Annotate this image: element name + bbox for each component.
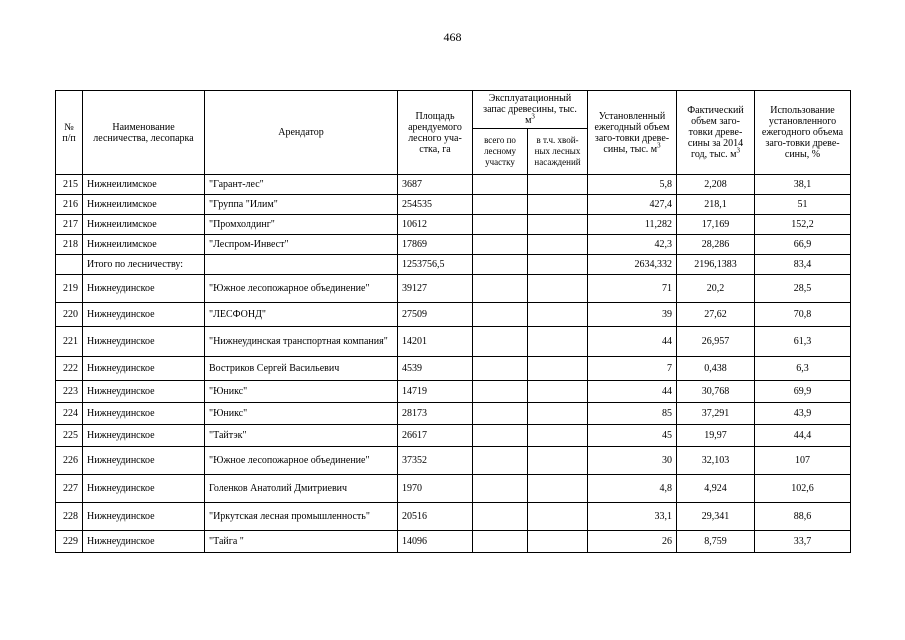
table-row	[56, 195, 851, 215]
row-number: 220	[56, 303, 83, 327]
tenant-name: "Южное лесопожарное объединение"	[205, 275, 398, 303]
leased-area: 17869	[398, 235, 473, 255]
leased-area: 39127	[398, 275, 473, 303]
forestry-name: Нижнеудинское	[83, 275, 205, 303]
reserve-total	[473, 275, 528, 303]
leased-area: 20516	[398, 503, 473, 531]
reserve-total	[473, 475, 528, 503]
reserve-coniferous	[528, 215, 588, 235]
tenant-name: "Юникс"	[205, 403, 398, 425]
leased-area: 1253756,5	[398, 255, 473, 275]
reserve-total	[473, 425, 528, 447]
tenant-name: "Иркутская лесная промышленность"	[205, 503, 398, 531]
annual-volume: 26	[588, 531, 677, 553]
annual-volume: 2634,332	[588, 255, 677, 275]
cube-sup: 3	[657, 141, 661, 150]
row-number: 215	[56, 175, 83, 195]
header-reserve-group-text: Эксплуатационный запас древесины, тыс. м	[483, 93, 577, 126]
leased-area: 1970	[398, 475, 473, 503]
table-row	[56, 275, 851, 303]
leased-area: 14201	[398, 327, 473, 357]
forestry-name: Нижнеудинское	[83, 447, 205, 475]
page-number: 468	[443, 30, 462, 44]
table-row	[56, 403, 851, 425]
cube-sup: 3	[531, 112, 535, 121]
row-number: 223	[56, 381, 83, 403]
row-number: 221	[56, 327, 83, 357]
forestry-name: Нижнеилимское	[83, 195, 205, 215]
actual-volume: 37,291	[677, 403, 755, 425]
tenant-name: "Южное лесопожарное объединение"	[205, 447, 398, 475]
annual-volume: 44	[588, 381, 677, 403]
actual-volume: 8,759	[677, 531, 755, 553]
tenant-name: "Промхолдинг"	[205, 215, 398, 235]
tenant-name: "Тайтэк"	[205, 425, 398, 447]
row-number: 219	[56, 275, 83, 303]
reserve-coniferous	[528, 195, 588, 215]
actual-volume: 0,438	[677, 357, 755, 381]
table-row	[56, 235, 851, 255]
tenant-name: "ЛЕСФОНД"	[205, 303, 398, 327]
actual-volume: 17,169	[677, 215, 755, 235]
header-annual-volume-text: Установленный ежегодный объем заго-товки древе-сины, тыс. м	[594, 110, 670, 155]
header-reserve-total: всего по лесному участку	[473, 129, 528, 175]
tenant-name	[205, 255, 398, 275]
reserve-coniferous	[528, 303, 588, 327]
usage-percent: 61,3	[755, 327, 851, 357]
forestry-name: Нижнеудинское	[83, 475, 205, 503]
forestry-name: Нижнеудинское	[83, 303, 205, 327]
lease-table	[55, 90, 851, 553]
actual-volume: 4,924	[677, 475, 755, 503]
reserve-total	[473, 175, 528, 195]
usage-percent: 6,3	[755, 357, 851, 381]
forestry-name: Нижнеудинское	[83, 327, 205, 357]
row-number	[56, 255, 83, 275]
annual-volume: 71	[588, 275, 677, 303]
actual-volume: 29,341	[677, 503, 755, 531]
tenant-name: "Тайга "	[205, 531, 398, 553]
leased-area: 10612	[398, 215, 473, 235]
table-row	[56, 327, 851, 357]
table-row	[56, 381, 851, 403]
reserve-total	[473, 403, 528, 425]
tenant-name: "Гарант-лес"	[205, 175, 398, 195]
reserve-coniferous	[528, 275, 588, 303]
header-actual-volume-text: Фактический объем заго-товки древе-сины за 2014 год, тыс. м	[687, 105, 744, 160]
table-row	[56, 503, 851, 531]
table-row	[56, 425, 851, 447]
header-reserve-group	[473, 91, 588, 129]
tenant-name: Востриков Сергей Васильевич	[205, 357, 398, 381]
row-number: 216	[56, 195, 83, 215]
usage-percent: 102,6	[755, 475, 851, 503]
actual-volume: 19,97	[677, 425, 755, 447]
usage-percent: 33,7	[755, 531, 851, 553]
usage-percent: 70,8	[755, 303, 851, 327]
row-number: 226	[56, 447, 83, 475]
row-number: 218	[56, 235, 83, 255]
forestry-name: Нижнеилимское	[83, 175, 205, 195]
actual-volume: 32,103	[677, 447, 755, 475]
reserve-coniferous	[528, 255, 588, 275]
leased-area: 14096	[398, 531, 473, 553]
reserve-coniferous	[528, 403, 588, 425]
reserve-total	[473, 381, 528, 403]
reserve-coniferous	[528, 425, 588, 447]
tenant-name: "Группа "Илим"	[205, 195, 398, 215]
reserve-total	[473, 357, 528, 381]
reserve-total	[473, 215, 528, 235]
header-tenant: Арендатор	[205, 91, 398, 175]
annual-volume: 4,8	[588, 475, 677, 503]
reserve-total	[473, 503, 528, 531]
annual-volume: 33,1	[588, 503, 677, 531]
leased-area: 26617	[398, 425, 473, 447]
row-number: 224	[56, 403, 83, 425]
leased-area: 14719	[398, 381, 473, 403]
row-number: 225	[56, 425, 83, 447]
row-number: 222	[56, 357, 83, 381]
table-row	[56, 475, 851, 503]
usage-percent: 28,5	[755, 275, 851, 303]
reserve-total	[473, 447, 528, 475]
forestry-name: Нижнеудинское	[83, 425, 205, 447]
header-area: Площадь арендуемого лесного уча-стка, га	[398, 91, 473, 175]
row-number: 227	[56, 475, 83, 503]
forestry-name: Итого по лесничеству:	[83, 255, 205, 275]
usage-percent: 88,6	[755, 503, 851, 531]
annual-volume: 85	[588, 403, 677, 425]
annual-volume: 44	[588, 327, 677, 357]
reserve-coniferous	[528, 357, 588, 381]
reserve-coniferous	[528, 531, 588, 553]
annual-volume: 7	[588, 357, 677, 381]
header-num: № п/п	[56, 91, 83, 175]
tenant-name: "Юникс"	[205, 381, 398, 403]
reserve-coniferous	[528, 381, 588, 403]
leased-area: 3687	[398, 175, 473, 195]
table-row	[56, 531, 851, 553]
header-forestry: Наименование лесничества, лесопарка	[83, 91, 205, 175]
annual-volume: 30	[588, 447, 677, 475]
forestry-name: Нижнеудинское	[83, 403, 205, 425]
actual-volume: 26,957	[677, 327, 755, 357]
usage-percent: 38,1	[755, 175, 851, 195]
forestry-name: Нижнеилимское	[83, 215, 205, 235]
leased-area: 37352	[398, 447, 473, 475]
tenant-name: "Леспром-Инвест"	[205, 235, 398, 255]
usage-percent: 66,9	[755, 235, 851, 255]
reserve-total	[473, 235, 528, 255]
forestry-name: Нижнеилимское	[83, 235, 205, 255]
table-row	[56, 303, 851, 327]
actual-volume: 28,286	[677, 235, 755, 255]
actual-volume: 2,208	[677, 175, 755, 195]
leased-area: 27509	[398, 303, 473, 327]
actual-volume: 218,1	[677, 195, 755, 215]
header-annual-volume	[588, 91, 677, 175]
usage-percent: 43,9	[755, 403, 851, 425]
forestry-name: Нижнеудинское	[83, 531, 205, 553]
actual-volume: 30,768	[677, 381, 755, 403]
reserve-coniferous	[528, 503, 588, 531]
annual-volume: 5,8	[588, 175, 677, 195]
annual-volume: 42,3	[588, 235, 677, 255]
reserve-coniferous	[528, 175, 588, 195]
reserve-coniferous	[528, 447, 588, 475]
reserve-total	[473, 303, 528, 327]
usage-percent: 107	[755, 447, 851, 475]
tenant-name: Голенков Анатолий Дмитриевич	[205, 475, 398, 503]
usage-percent: 152,2	[755, 215, 851, 235]
annual-volume: 11,282	[588, 215, 677, 235]
row-number: 217	[56, 215, 83, 235]
leased-area: 4539	[398, 357, 473, 381]
forestry-name: Нижнеудинское	[83, 503, 205, 531]
reserve-coniferous	[528, 327, 588, 357]
usage-percent: 51	[755, 195, 851, 215]
tenant-name: "Нижнеудинская транспортная компания"	[205, 327, 398, 357]
table-row	[56, 215, 851, 235]
row-number: 228	[56, 503, 83, 531]
header-actual-volume	[677, 91, 755, 175]
annual-volume: 39	[588, 303, 677, 327]
usage-percent: 83,4	[755, 255, 851, 275]
actual-volume: 2196,1383	[677, 255, 755, 275]
forestry-name: Нижнеудинское	[83, 381, 205, 403]
header-usage: Использование установленного ежегодного объема заго-товки древе-сины, %	[755, 91, 851, 175]
annual-volume: 427,4	[588, 195, 677, 215]
table-row	[56, 447, 851, 475]
header-reserve-incl: в т.ч. хвой-ных лесных насаждений	[528, 129, 588, 175]
leased-area: 254535	[398, 195, 473, 215]
reserve-total	[473, 327, 528, 357]
reserve-coniferous	[528, 475, 588, 503]
annual-volume: 45	[588, 425, 677, 447]
cube-sup: 3	[736, 146, 740, 155]
usage-percent: 44,4	[755, 425, 851, 447]
forestry-name: Нижнеудинское	[83, 357, 205, 381]
reserve-coniferous	[528, 235, 588, 255]
reserve-total	[473, 195, 528, 215]
usage-percent: 69,9	[755, 381, 851, 403]
reserve-total	[473, 531, 528, 553]
table-row	[56, 357, 851, 381]
table-row	[56, 255, 851, 275]
actual-volume: 20,2	[677, 275, 755, 303]
reserve-total	[473, 255, 528, 275]
row-number: 229	[56, 531, 83, 553]
actual-volume: 27,62	[677, 303, 755, 327]
leased-area: 28173	[398, 403, 473, 425]
table-row	[56, 175, 851, 195]
